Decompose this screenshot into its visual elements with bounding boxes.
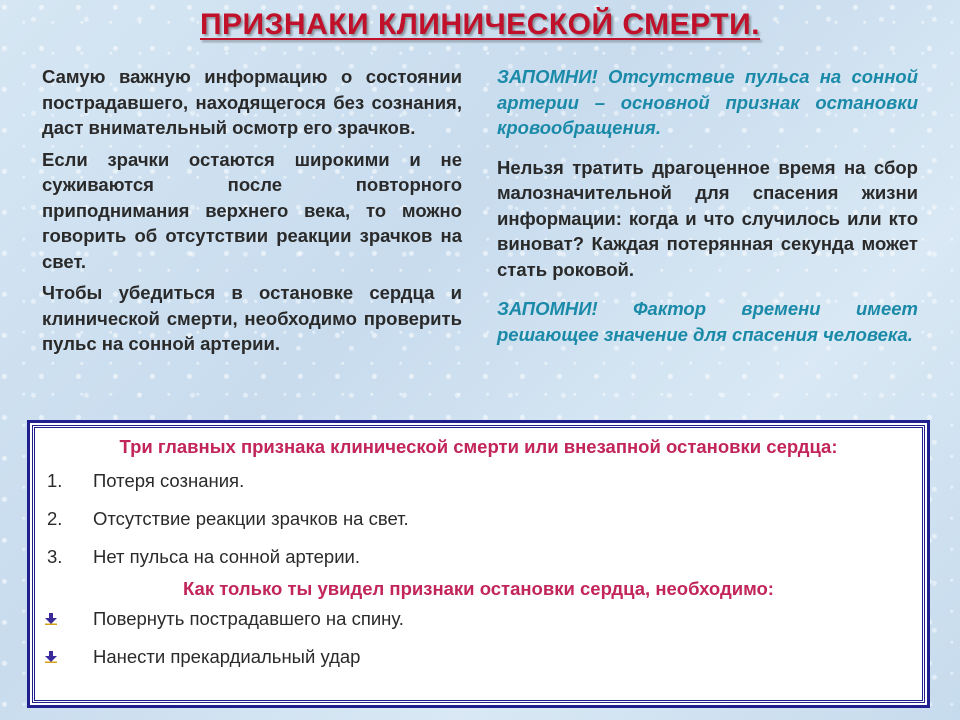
list-item-text: Нет пульса на сонной артерии.: [93, 546, 361, 567]
list-item: [35, 538, 922, 576]
signs-list: [35, 462, 922, 576]
list-item: [35, 462, 922, 500]
left-paragraph-2: Если зрачки остаются широкими и не суживаются после повторного приподнимания верхнего века, то можно говорить об отсутствии реакции зрачков на свет.: [42, 148, 462, 272]
list-number: 2.: [47, 508, 63, 529]
actions-heading: Как только ты увидел признаки остановки сердца, необходимо:: [183, 578, 774, 599]
list-item-text: Отсутствие реакции зрачков на свет.: [93, 508, 409, 529]
signs-box: [32, 425, 925, 703]
list-item: [35, 500, 922, 538]
left-paragraph-1: Самую важную информацию о состоянии пострадавшего, находящегося без сознания, даст внимательный осмотр его зрачков.: [42, 66, 462, 138]
arrow-down-bullet-icon: [45, 651, 57, 663]
list-item-text: Повернуть пострадавшего на спину.: [93, 608, 404, 629]
list-number: 3.: [47, 546, 63, 567]
actions-list: [35, 600, 922, 676]
page-title: ПРИЗНАКИ КЛИНИЧЕСКОЙ СМЕРТИ.: [199, 8, 761, 41]
left-column: [42, 64, 462, 363]
list-item-text: Нанести прекардиальный удар: [93, 646, 361, 667]
remember-note-1: ЗАПОМНИ! Отсутствие пульса на сонной артерии – основной признак остановки кровообращения.: [497, 66, 918, 138]
right-paragraph: Нельзя тратить драгоценное время на сбор малозначительной для спасения жизни информации: когда и что случилось или кто виноват? Каждая потерянная секунда может стать роковой.: [497, 156, 918, 280]
list-number: 1.: [47, 470, 63, 491]
signs-heading: Три главных признака клинической смерти или внезапной остановки сердца:: [119, 436, 838, 457]
right-column: [497, 64, 918, 361]
list-item: [35, 638, 922, 676]
list-item-text: Потеря сознания.: [93, 470, 245, 491]
arrow-down-bullet-icon: [45, 613, 57, 625]
list-item: [35, 600, 922, 638]
left-paragraph-3: Чтобы убедиться в остановке сердца и клинической смерти, необходимо проверить пульс на сонной артерии.: [42, 282, 462, 354]
remember-note-2: ЗАПОМНИ! Фактор времени имеет решающее значение для спасения человека.: [497, 298, 918, 345]
